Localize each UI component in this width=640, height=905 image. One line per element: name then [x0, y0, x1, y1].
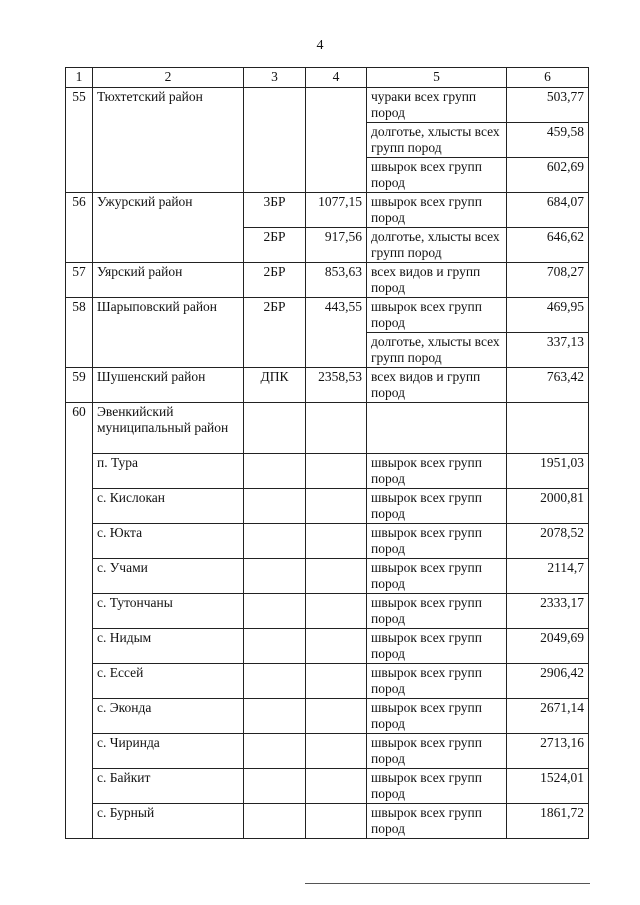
table-row	[66, 629, 589, 664]
table-row	[66, 88, 589, 123]
price: 2713,16	[507, 734, 589, 769]
settlement-name: с. Учами	[93, 559, 244, 594]
zone-code: 2БР	[244, 263, 306, 298]
wood-type: швырок всех групп пород	[367, 559, 507, 594]
table-row	[66, 699, 589, 734]
zone-code	[244, 769, 306, 804]
zone-value	[306, 403, 367, 454]
table-row	[66, 594, 589, 629]
zone-code	[244, 594, 306, 629]
wood-type: швырок всех групп пород	[367, 629, 507, 664]
column-header: 1	[66, 68, 93, 88]
wood-type: всех видов и групп пород	[367, 368, 507, 403]
wood-type: швырок всех групп пород	[367, 664, 507, 699]
price: 1861,72	[507, 804, 589, 839]
wood-type: швырок всех групп пород	[367, 804, 507, 839]
price: 337,13	[507, 333, 589, 368]
wood-type: долготье, хлысты всех групп пород	[367, 228, 507, 263]
price: 1524,01	[507, 769, 589, 804]
table-row	[66, 193, 589, 228]
wood-type	[367, 403, 507, 454]
table-row	[66, 769, 589, 804]
price: 2114,7	[507, 559, 589, 594]
price: 1951,03	[507, 454, 589, 489]
zone-value	[306, 734, 367, 769]
district-name: Тюхтетский район	[93, 88, 244, 193]
zone-value	[306, 804, 367, 839]
header-row	[66, 68, 589, 88]
settlement-name: с. Нидым	[93, 629, 244, 664]
wood-type: швырок всех групп пород	[367, 454, 507, 489]
zone-value	[306, 664, 367, 699]
price: 2333,17	[507, 594, 589, 629]
district-name: Уярский район	[93, 263, 244, 298]
price: 763,42	[507, 368, 589, 403]
wood-type: швырок всех групп пород	[367, 489, 507, 524]
row-number: 58	[66, 298, 93, 368]
settlement-name: с. Эконда	[93, 699, 244, 734]
zone-code	[244, 489, 306, 524]
wood-type: долготье, хлысты всех групп пород	[367, 333, 507, 368]
zone-code	[244, 403, 306, 454]
zone-code	[244, 524, 306, 559]
column-header: 5	[367, 68, 507, 88]
wood-type: швырок всех групп пород	[367, 524, 507, 559]
row-number: 57	[66, 263, 93, 298]
table-row	[66, 263, 589, 298]
district-name: Шушенский район	[93, 368, 244, 403]
settlement-name: с. Бурный	[93, 804, 244, 839]
wood-type: долготье, хлысты всех групп пород	[367, 123, 507, 158]
zone-value	[306, 769, 367, 804]
price: 2078,52	[507, 524, 589, 559]
row-number: 55	[66, 88, 93, 193]
district-name: Эвенкийский муниципальный район	[93, 403, 244, 454]
zone-value: 917,56	[306, 228, 367, 263]
price: 2671,14	[507, 699, 589, 734]
zone-code: 2БР	[244, 298, 306, 368]
zone-value	[306, 524, 367, 559]
zone-code: 3БР	[244, 193, 306, 228]
zone-code	[244, 804, 306, 839]
zone-value	[306, 454, 367, 489]
table-row	[66, 804, 589, 839]
price: 459,58	[507, 123, 589, 158]
table-row	[66, 489, 589, 524]
zone-value	[306, 594, 367, 629]
price: 602,69	[507, 158, 589, 193]
zone-code	[244, 664, 306, 699]
price: 2906,42	[507, 664, 589, 699]
wood-type: швырок всех групп пород	[367, 298, 507, 333]
price: 708,27	[507, 263, 589, 298]
table-row	[66, 559, 589, 594]
price: 684,07	[507, 193, 589, 228]
zone-code	[244, 699, 306, 734]
price-table	[65, 67, 589, 839]
wood-type: всех видов и групп пород	[367, 263, 507, 298]
zone-code	[244, 454, 306, 489]
table-row	[66, 664, 589, 699]
wood-type: швырок всех групп пород	[367, 158, 507, 193]
page-number: 4	[316, 38, 324, 53]
price	[507, 403, 589, 454]
column-header: 2	[93, 68, 244, 88]
zone-code: 2БР	[244, 228, 306, 263]
table-row	[66, 454, 589, 489]
zone-value: 1077,15	[306, 193, 367, 228]
zone-value: 853,63	[306, 263, 367, 298]
table-row	[66, 403, 589, 454]
zone-value	[306, 489, 367, 524]
table-row	[66, 368, 589, 403]
wood-type: швырок всех групп пород	[367, 769, 507, 804]
settlement-name: с. Ессей	[93, 664, 244, 699]
zone-code	[244, 629, 306, 664]
settlement-name: с. Байкит	[93, 769, 244, 804]
row-number: 56	[66, 193, 93, 263]
zone-value	[306, 629, 367, 664]
table-row	[66, 298, 589, 333]
price: 2000,81	[507, 489, 589, 524]
footer-rule	[305, 883, 590, 884]
row-number: 59	[66, 368, 93, 403]
zone-value	[306, 559, 367, 594]
district-name: Ужурский район	[93, 193, 244, 263]
zone-value	[306, 699, 367, 734]
price: 2049,69	[507, 629, 589, 664]
wood-type: чураки всех групп пород	[367, 88, 507, 123]
zone-code	[244, 88, 306, 193]
zone-value	[306, 88, 367, 193]
settlement-name: с. Кислокан	[93, 489, 244, 524]
column-header: 6	[507, 68, 589, 88]
settlement-name: с. Юкта	[93, 524, 244, 559]
price: 469,95	[507, 298, 589, 333]
wood-type: швырок всех групп пород	[367, 594, 507, 629]
column-header: 3	[244, 68, 306, 88]
zone-value: 443,55	[306, 298, 367, 368]
table-row	[66, 734, 589, 769]
wood-type: швырок всех групп пород	[367, 699, 507, 734]
wood-type: швырок всех групп пород	[367, 734, 507, 769]
zone-code	[244, 734, 306, 769]
row-number: 60	[66, 403, 93, 839]
zone-code: ДПК	[244, 368, 306, 403]
settlement-name: с. Чиринда	[93, 734, 244, 769]
zone-code	[244, 559, 306, 594]
zone-value: 2358,53	[306, 368, 367, 403]
price: 503,77	[507, 88, 589, 123]
district-name: Шарыповский район	[93, 298, 244, 368]
wood-type: швырок всех групп пород	[367, 193, 507, 228]
column-header: 4	[306, 68, 367, 88]
settlement-name: с. Тутончаны	[93, 594, 244, 629]
table-row	[66, 524, 589, 559]
settlement-name: п. Тура	[93, 454, 244, 489]
price: 646,62	[507, 228, 589, 263]
